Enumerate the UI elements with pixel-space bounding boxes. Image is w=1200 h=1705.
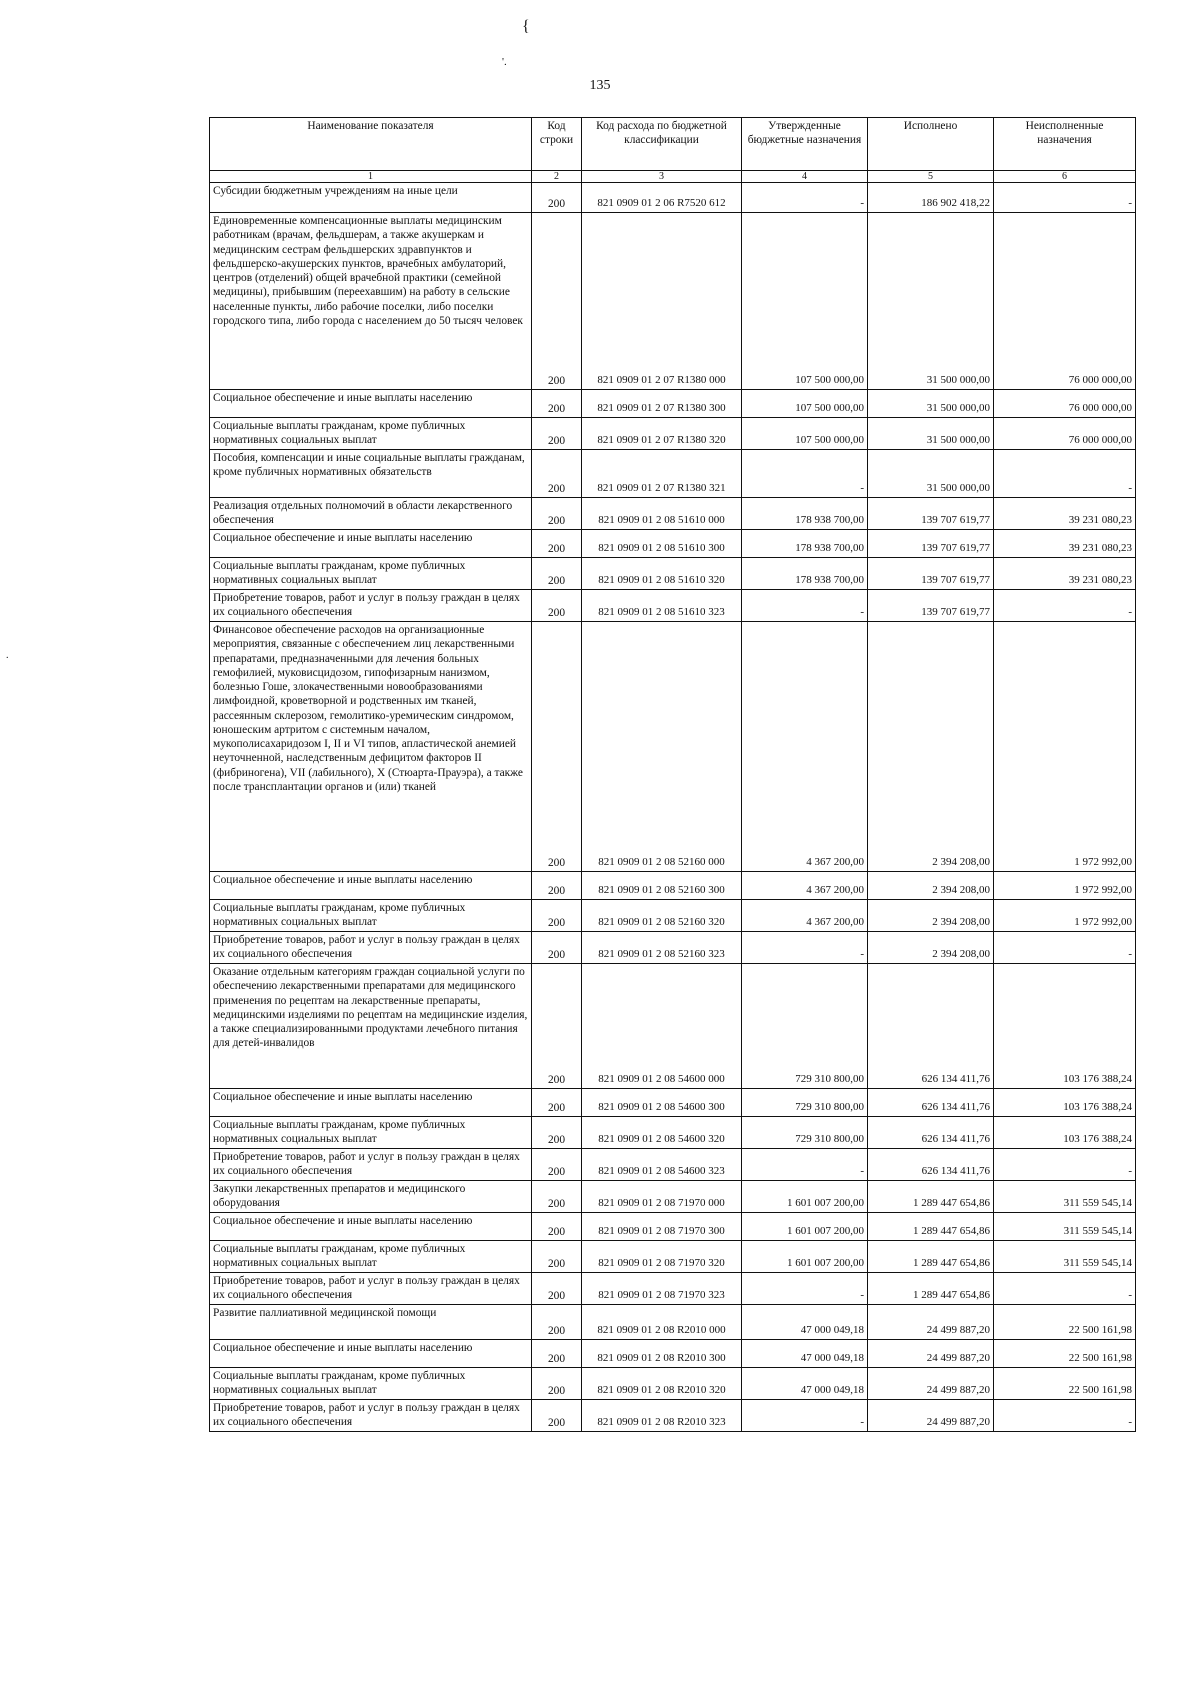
column-header-budget-code: Код расхода по бюджетной классификации: [582, 118, 742, 171]
row-name: Реализация отдельных полномочий в области лекарственного обеспечения: [210, 498, 532, 530]
unexecuted-amount: 103 176 388,24: [994, 1089, 1136, 1117]
unexecuted-amount: 103 176 388,24: [994, 1117, 1136, 1149]
executed-amount: 24 499 887,20: [868, 1340, 994, 1368]
executed-amount: 2 394 208,00: [868, 622, 994, 872]
row-name: Закупки лекарственных препаратов и медицинского оборудования: [210, 1181, 532, 1213]
budget-classification-code: 821 0909 01 2 08 54600 000: [582, 964, 742, 1089]
executed-amount: 1 289 447 654,86: [868, 1181, 994, 1213]
table-row: [210, 964, 1136, 1089]
row-name: Социальное обеспечение и иные выплаты населению: [210, 1213, 532, 1241]
approved-amount: -: [742, 1149, 868, 1181]
table-row: [210, 450, 1136, 498]
row-name: Оказание отдельным категориям граждан социальной услуги по обеспечению лекарственными препаратами для медицинского применения по рецептам на лекарственные препараты, медицинскими изделиями по рецептам на медицинские изделия, а также специализированными продуктами лечебного питания для детей-инвалидов: [210, 964, 532, 1089]
row-name: Социальные выплаты гражданам, кроме публичных нормативных социальных выплат: [210, 900, 532, 932]
approved-amount: -: [742, 590, 868, 622]
executed-amount: 31 500 000,00: [868, 213, 994, 390]
row-code: 200: [532, 390, 582, 418]
row-name: Социальные выплаты гражданам, кроме публичных нормативных социальных выплат: [210, 1368, 532, 1400]
row-name: Субсидии бюджетным учреждениям на иные цели: [210, 183, 532, 213]
table-row: [210, 390, 1136, 418]
budget-classification-code: 821 0909 01 2 07 R1380 000: [582, 213, 742, 390]
table-row: [210, 872, 1136, 900]
approved-amount: -: [742, 1273, 868, 1305]
unexecuted-amount: 1 972 992,00: [994, 900, 1136, 932]
budget-classification-code: 821 0909 01 2 08 71970 320: [582, 1241, 742, 1273]
row-code: 200: [532, 1273, 582, 1305]
budget-classification-code: 821 0909 01 2 08 51610 323: [582, 590, 742, 622]
unexecuted-amount: -: [994, 1273, 1136, 1305]
budget-classification-code: 821 0909 01 2 08 71970 323: [582, 1273, 742, 1305]
unexecuted-amount: 22 500 161,98: [994, 1305, 1136, 1340]
unexecuted-amount: -: [994, 932, 1136, 964]
row-code: 200: [532, 1213, 582, 1241]
row-name: Социальные выплаты гражданам, кроме публичных нормативных социальных выплат: [210, 1241, 532, 1273]
column-header-approved: Утвержденные бюджетные назначения: [742, 118, 868, 171]
approved-amount: -: [742, 932, 868, 964]
executed-amount: 31 500 000,00: [868, 418, 994, 450]
row-name: Приобретение товаров, работ и услуг в пользу граждан в целях их социального обеспечения: [210, 1149, 532, 1181]
unexecuted-amount: 1 972 992,00: [994, 872, 1136, 900]
budget-classification-code: 821 0909 01 2 08 R2010 320: [582, 1368, 742, 1400]
budget-classification-code: 821 0909 01 2 08 71970 000: [582, 1181, 742, 1213]
column-header-name: Наименование показателя: [210, 118, 532, 171]
row-code: 200: [532, 183, 582, 213]
budget-classification-code: 821 0909 01 2 07 R1380 320: [582, 418, 742, 450]
approved-amount: -: [742, 183, 868, 213]
executed-amount: 31 500 000,00: [868, 390, 994, 418]
row-code: 200: [532, 590, 582, 622]
unexecuted-amount: -: [994, 183, 1136, 213]
scan-mark: '.: [502, 56, 507, 68]
page-number: 135: [589, 78, 611, 93]
approved-amount: 1 601 007 200,00: [742, 1181, 868, 1213]
row-code: 200: [532, 450, 582, 498]
table-row: [210, 1305, 1136, 1340]
approved-amount: 107 500 000,00: [742, 418, 868, 450]
budget-classification-code: 821 0909 01 2 08 52160 000: [582, 622, 742, 872]
row-code: 200: [532, 1241, 582, 1273]
table-row: [210, 530, 1136, 558]
row-code: 200: [532, 1340, 582, 1368]
budget-classification-code: 821 0909 01 2 08 51610 000: [582, 498, 742, 530]
budget-classification-code: 821 0909 01 2 07 R1380 300: [582, 390, 742, 418]
row-name: Приобретение товаров, работ и услуг в пользу граждан в целях их социального обеспечения: [210, 1273, 532, 1305]
row-name: Социальные выплаты гражданам, кроме публичных нормативных социальных выплат: [210, 1117, 532, 1149]
unexecuted-amount: 311 559 545,14: [994, 1241, 1136, 1273]
column-number: 1: [210, 171, 532, 183]
column-number: 2: [532, 171, 582, 183]
row-name: Социальные выплаты гражданам, кроме публичных нормативных социальных выплат: [210, 418, 532, 450]
unexecuted-amount: -: [994, 450, 1136, 498]
row-name: Социальное обеспечение и иные выплаты населению: [210, 530, 532, 558]
approved-amount: -: [742, 450, 868, 498]
table-body: [210, 183, 1136, 1432]
unexecuted-amount: -: [994, 1149, 1136, 1181]
unexecuted-amount: 311 559 545,14: [994, 1181, 1136, 1213]
executed-amount: 2 394 208,00: [868, 872, 994, 900]
row-name: Развитие паллиативной медицинской помощи: [210, 1305, 532, 1340]
row-name: Пособия, компенсации и иные социальные выплаты гражданам, кроме публичных нормативных обязательств: [210, 450, 532, 498]
row-code: 200: [532, 932, 582, 964]
approved-amount: 178 938 700,00: [742, 530, 868, 558]
budget-classification-code: 821 0909 01 2 08 R2010 323: [582, 1400, 742, 1432]
table-row: [210, 1117, 1136, 1149]
executed-amount: 626 134 411,76: [868, 1117, 994, 1149]
row-name: Приобретение товаров, работ и услуг в пользу граждан в целях их социального обеспечения: [210, 1400, 532, 1432]
approved-amount: 107 500 000,00: [742, 213, 868, 390]
column-number: 6: [994, 171, 1136, 183]
table-row: [210, 1241, 1136, 1273]
approved-amount: 47 000 049,18: [742, 1305, 868, 1340]
executed-amount: 626 134 411,76: [868, 1089, 994, 1117]
table-row: [210, 1213, 1136, 1241]
unexecuted-amount: 76 000 000,00: [994, 418, 1136, 450]
row-code: 200: [532, 964, 582, 1089]
row-code: 200: [532, 1400, 582, 1432]
executed-amount: 139 707 619,77: [868, 590, 994, 622]
table-row: [210, 932, 1136, 964]
approved-amount: 729 310 800,00: [742, 1117, 868, 1149]
column-number: 5: [868, 171, 994, 183]
executed-amount: 1 289 447 654,86: [868, 1241, 994, 1273]
budget-classification-code: 821 0909 01 2 07 R1380 321: [582, 450, 742, 498]
executed-amount: 139 707 619,77: [868, 530, 994, 558]
row-code: 200: [532, 1305, 582, 1340]
row-name: Приобретение товаров, работ и услуг в пользу граждан в целях их социального обеспечения: [210, 932, 532, 964]
executed-amount: 186 902 418,22: [868, 183, 994, 213]
row-code: 200: [532, 418, 582, 450]
unexecuted-amount: 22 500 161,98: [994, 1340, 1136, 1368]
approved-amount: 4 367 200,00: [742, 900, 868, 932]
unexecuted-amount: 311 559 545,14: [994, 1213, 1136, 1241]
row-code: 200: [532, 558, 582, 590]
unexecuted-amount: 39 231 080,23: [994, 558, 1136, 590]
scan-mark: .: [6, 650, 9, 661]
table-row: [210, 622, 1136, 872]
row-name: Социальное обеспечение и иные выплаты населению: [210, 872, 532, 900]
table-row: [210, 1149, 1136, 1181]
table-row: [210, 183, 1136, 213]
executed-amount: 626 134 411,76: [868, 964, 994, 1089]
row-code: 200: [532, 900, 582, 932]
table-row: [210, 1340, 1136, 1368]
approved-amount: 178 938 700,00: [742, 498, 868, 530]
row-code: 200: [532, 1149, 582, 1181]
unexecuted-amount: 39 231 080,23: [994, 498, 1136, 530]
executed-amount: 1 289 447 654,86: [868, 1273, 994, 1305]
row-code: 200: [532, 530, 582, 558]
column-number-row: [210, 171, 1136, 183]
row-code: 200: [532, 1089, 582, 1117]
approved-amount: 47 000 049,18: [742, 1340, 868, 1368]
column-number: 4: [742, 171, 868, 183]
unexecuted-amount: 103 176 388,24: [994, 964, 1136, 1089]
column-number: 3: [582, 171, 742, 183]
executed-amount: 139 707 619,77: [868, 558, 994, 590]
row-name: Социальное обеспечение и иные выплаты населению: [210, 390, 532, 418]
budget-classification-code: 821 0909 01 2 08 54600 320: [582, 1117, 742, 1149]
approved-amount: 729 310 800,00: [742, 964, 868, 1089]
row-code: 200: [532, 1368, 582, 1400]
executed-amount: 626 134 411,76: [868, 1149, 994, 1181]
unexecuted-amount: -: [994, 1400, 1136, 1432]
approved-amount: 4 367 200,00: [742, 872, 868, 900]
executed-amount: 139 707 619,77: [868, 498, 994, 530]
table-row: [210, 1089, 1136, 1117]
budget-classification-code: 821 0909 01 2 08 54600 300: [582, 1089, 742, 1117]
budget-classification-code: 821 0909 01 2 08 R2010 000: [582, 1305, 742, 1340]
executed-amount: 31 500 000,00: [868, 450, 994, 498]
row-code: 200: [532, 872, 582, 900]
row-code: 200: [532, 213, 582, 390]
row-name: Приобретение товаров, работ и услуг в пользу граждан в целях их социального обеспечения: [210, 590, 532, 622]
row-code: 200: [532, 1181, 582, 1213]
executed-amount: 2 394 208,00: [868, 900, 994, 932]
executed-amount: 24 499 887,20: [868, 1305, 994, 1340]
unexecuted-amount: 1 972 992,00: [994, 622, 1136, 872]
scan-mark: {: [522, 18, 530, 35]
approved-amount: 729 310 800,00: [742, 1089, 868, 1117]
row-code: 200: [532, 498, 582, 530]
table-row: [210, 590, 1136, 622]
budget-classification-code: 821 0909 01 2 06 R7520 612: [582, 183, 742, 213]
header-row: [210, 118, 1136, 171]
row-code: 200: [532, 622, 582, 872]
budget-execution-table: [209, 117, 1136, 1432]
approved-amount: -: [742, 1400, 868, 1432]
column-header-executed: Исполнено: [868, 118, 994, 171]
row-name: Финансовое обеспечение расходов на организационные мероприятия, связанные с обеспечением лиц лекарственными препаратами, предназначенными для лечения больных гемофилией, муковисцидозом, гипофизарным нанизмом, болезнью Гоше, злокачественными новообразованиями лимфоидной, кроветворной и родственных им тканей, рассеянным склерозом, гемолитико-уремическим синдромом, юношеским артритом с системным началом, мукополисахаридозом I, II и VI типов, апластической анемией неуточненной, наследственным дефицитом факторов II (фибриногена), VII (лабильного), X (Стюарта-Прауэра), а также после трансплантации органов и (или) тканей: [210, 622, 532, 872]
column-header-row-code: Код строки: [532, 118, 582, 171]
budget-classification-code: 821 0909 01 2 08 51610 300: [582, 530, 742, 558]
budget-classification-code: 821 0909 01 2 08 52160 323: [582, 932, 742, 964]
row-name: Единовременные компенсационные выплаты медицинским работникам (врачам, фельдшерам, а также акушеркам и медицинским сестрам фельдшерских здравпунктов и фельдшерско-акушерских пунктов, врачебных амбулаторий, центров (отделений) общей врачебной практики (семейной медицины), прибывшим (переехавшим) на работу в сельские населенные пункты, либо рабочие поселки, либо поселки городского типа, либо города с населением до 50 тысяч человек: [210, 213, 532, 390]
approved-amount: 178 938 700,00: [742, 558, 868, 590]
budget-classification-code: 821 0909 01 2 08 R2010 300: [582, 1340, 742, 1368]
row-name: Социальные выплаты гражданам, кроме публичных нормативных социальных выплат: [210, 558, 532, 590]
table-row: [210, 1181, 1136, 1213]
executed-amount: 1 289 447 654,86: [868, 1213, 994, 1241]
table-row: [210, 213, 1136, 390]
executed-amount: 24 499 887,20: [868, 1368, 994, 1400]
row-code: 200: [532, 1117, 582, 1149]
table-row: [210, 1400, 1136, 1432]
table-row: [210, 558, 1136, 590]
approved-amount: 107 500 000,00: [742, 390, 868, 418]
table-row: [210, 1273, 1136, 1305]
budget-classification-code: 821 0909 01 2 08 51610 320: [582, 558, 742, 590]
unexecuted-amount: 76 000 000,00: [994, 213, 1136, 390]
table-row: [210, 1368, 1136, 1400]
budget-classification-code: 821 0909 01 2 08 52160 320: [582, 900, 742, 932]
unexecuted-amount: 22 500 161,98: [994, 1368, 1136, 1400]
approved-amount: 47 000 049,18: [742, 1368, 868, 1400]
row-name: Социальное обеспечение и иные выплаты населению: [210, 1089, 532, 1117]
unexecuted-amount: 76 000 000,00: [994, 390, 1136, 418]
approved-amount: 4 367 200,00: [742, 622, 868, 872]
table-row: [210, 418, 1136, 450]
unexecuted-amount: -: [994, 590, 1136, 622]
table-row: [210, 900, 1136, 932]
table-row: [210, 498, 1136, 530]
budget-classification-code: 821 0909 01 2 08 54600 323: [582, 1149, 742, 1181]
executed-amount: 2 394 208,00: [868, 932, 994, 964]
executed-amount: 24 499 887,20: [868, 1400, 994, 1432]
unexecuted-amount: 39 231 080,23: [994, 530, 1136, 558]
row-name: Социальное обеспечение и иные выплаты населению: [210, 1340, 532, 1368]
approved-amount: 1 601 007 200,00: [742, 1213, 868, 1241]
column-header-unexecuted: Неисполненные назначения: [994, 118, 1136, 171]
approved-amount: 1 601 007 200,00: [742, 1241, 868, 1273]
budget-classification-code: 821 0909 01 2 08 52160 300: [582, 872, 742, 900]
budget-classification-code: 821 0909 01 2 08 71970 300: [582, 1213, 742, 1241]
